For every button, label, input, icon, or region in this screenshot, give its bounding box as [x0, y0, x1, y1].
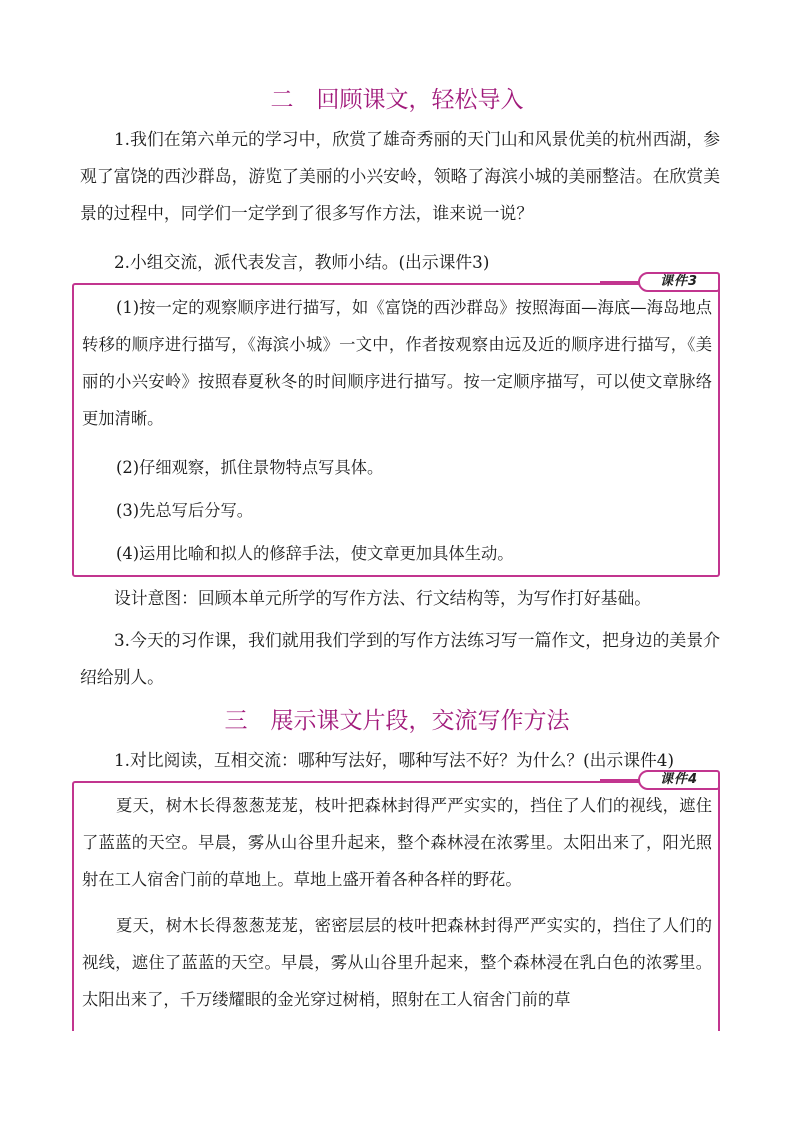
paragraph-group-discussion: 2.小组交流，派代表发言，教师小结。(出示课件3) [114, 252, 490, 272]
courseware-tag-4: 课件4 [638, 770, 720, 790]
section-heading-review: 二 回顾课文，轻松导入 [270, 87, 524, 113]
box-item-2: (2)仔细观察，抓住景物特点写具体。 [116, 458, 384, 477]
paragraph-review-intro: 1.我们在第六单元的学习中，欣赏了雄奇秀丽的天门山和风景优美的杭州西湖，参观了富饶的西沙群岛，游览了美丽的小兴安岭，领略了海滨小城的美丽整洁。在欣赏美景的过程中，同学们一定学到了很多写作方法，谁来说一说？ [80, 129, 720, 223]
box-item-1: (1)按一定的观察顺序进行描写，如《富饶的西沙群岛》按照海面—海底—海岛地点转移的顺序进行描写，《海滨小城》一文中，作者按观察由远及近的顺序进行描写，《美丽的小兴安岭》按照春夏秋冬的时间顺序进行描写。按一定顺序描写，可以使文章脉络更加清晰。 [82, 298, 712, 428]
courseware-tag-3: 课件3 [638, 272, 720, 292]
box-item-4: (4)运用比喻和拟人的修辞手法，使文章更加具体生动。 [116, 544, 514, 563]
excerpt-version-1: 夏天，树木长得葱葱茏茏，枝叶把森林封得严严实实的，挡住了人们的视线，遮住了蓝蓝的天空。早晨，雾从山谷里升起来，整个森林浸在浓雾里。太阳出来了，阳光照射在工人宿舍门前的草地上。草地上盛开着各种各样的野花。 [82, 796, 712, 889]
courseware-box-4 [72, 772, 720, 1031]
section-heading-showcase: 三 展示课文片段，交流写作方法 [224, 708, 570, 734]
courseware-box-3 [72, 274, 720, 577]
box-item-3: (3)先总写后分写。 [116, 501, 254, 520]
paragraph-practice-intro: 3.今天的习作课，我们就用我们学到的写作方法练习写一篇作文，把身边的美景介绍给别人。 [80, 630, 720, 687]
excerpt-version-2: 夏天，树木长得葱葱茏茏，密密层层的枝叶把森林封得严严实实的，挡住了人们的视线，遮住了蓝蓝的天空。早晨，雾从山谷里升起来，整个森林浸在乳白色的浓雾里。太阳出来了，千万缕耀眼的金光穿过树梢，照射在工人宿舍门前的草 [82, 916, 712, 1009]
paragraph-compare-reading: 1.对比阅读，互相交流：哪种写法好，哪种写法不好？为什么？(出示课件4) [114, 750, 675, 770]
paragraph-design-note: 设计意图：回顾本单元所学的写作方法、行文结构等，为写作打好基础。 [114, 588, 652, 608]
